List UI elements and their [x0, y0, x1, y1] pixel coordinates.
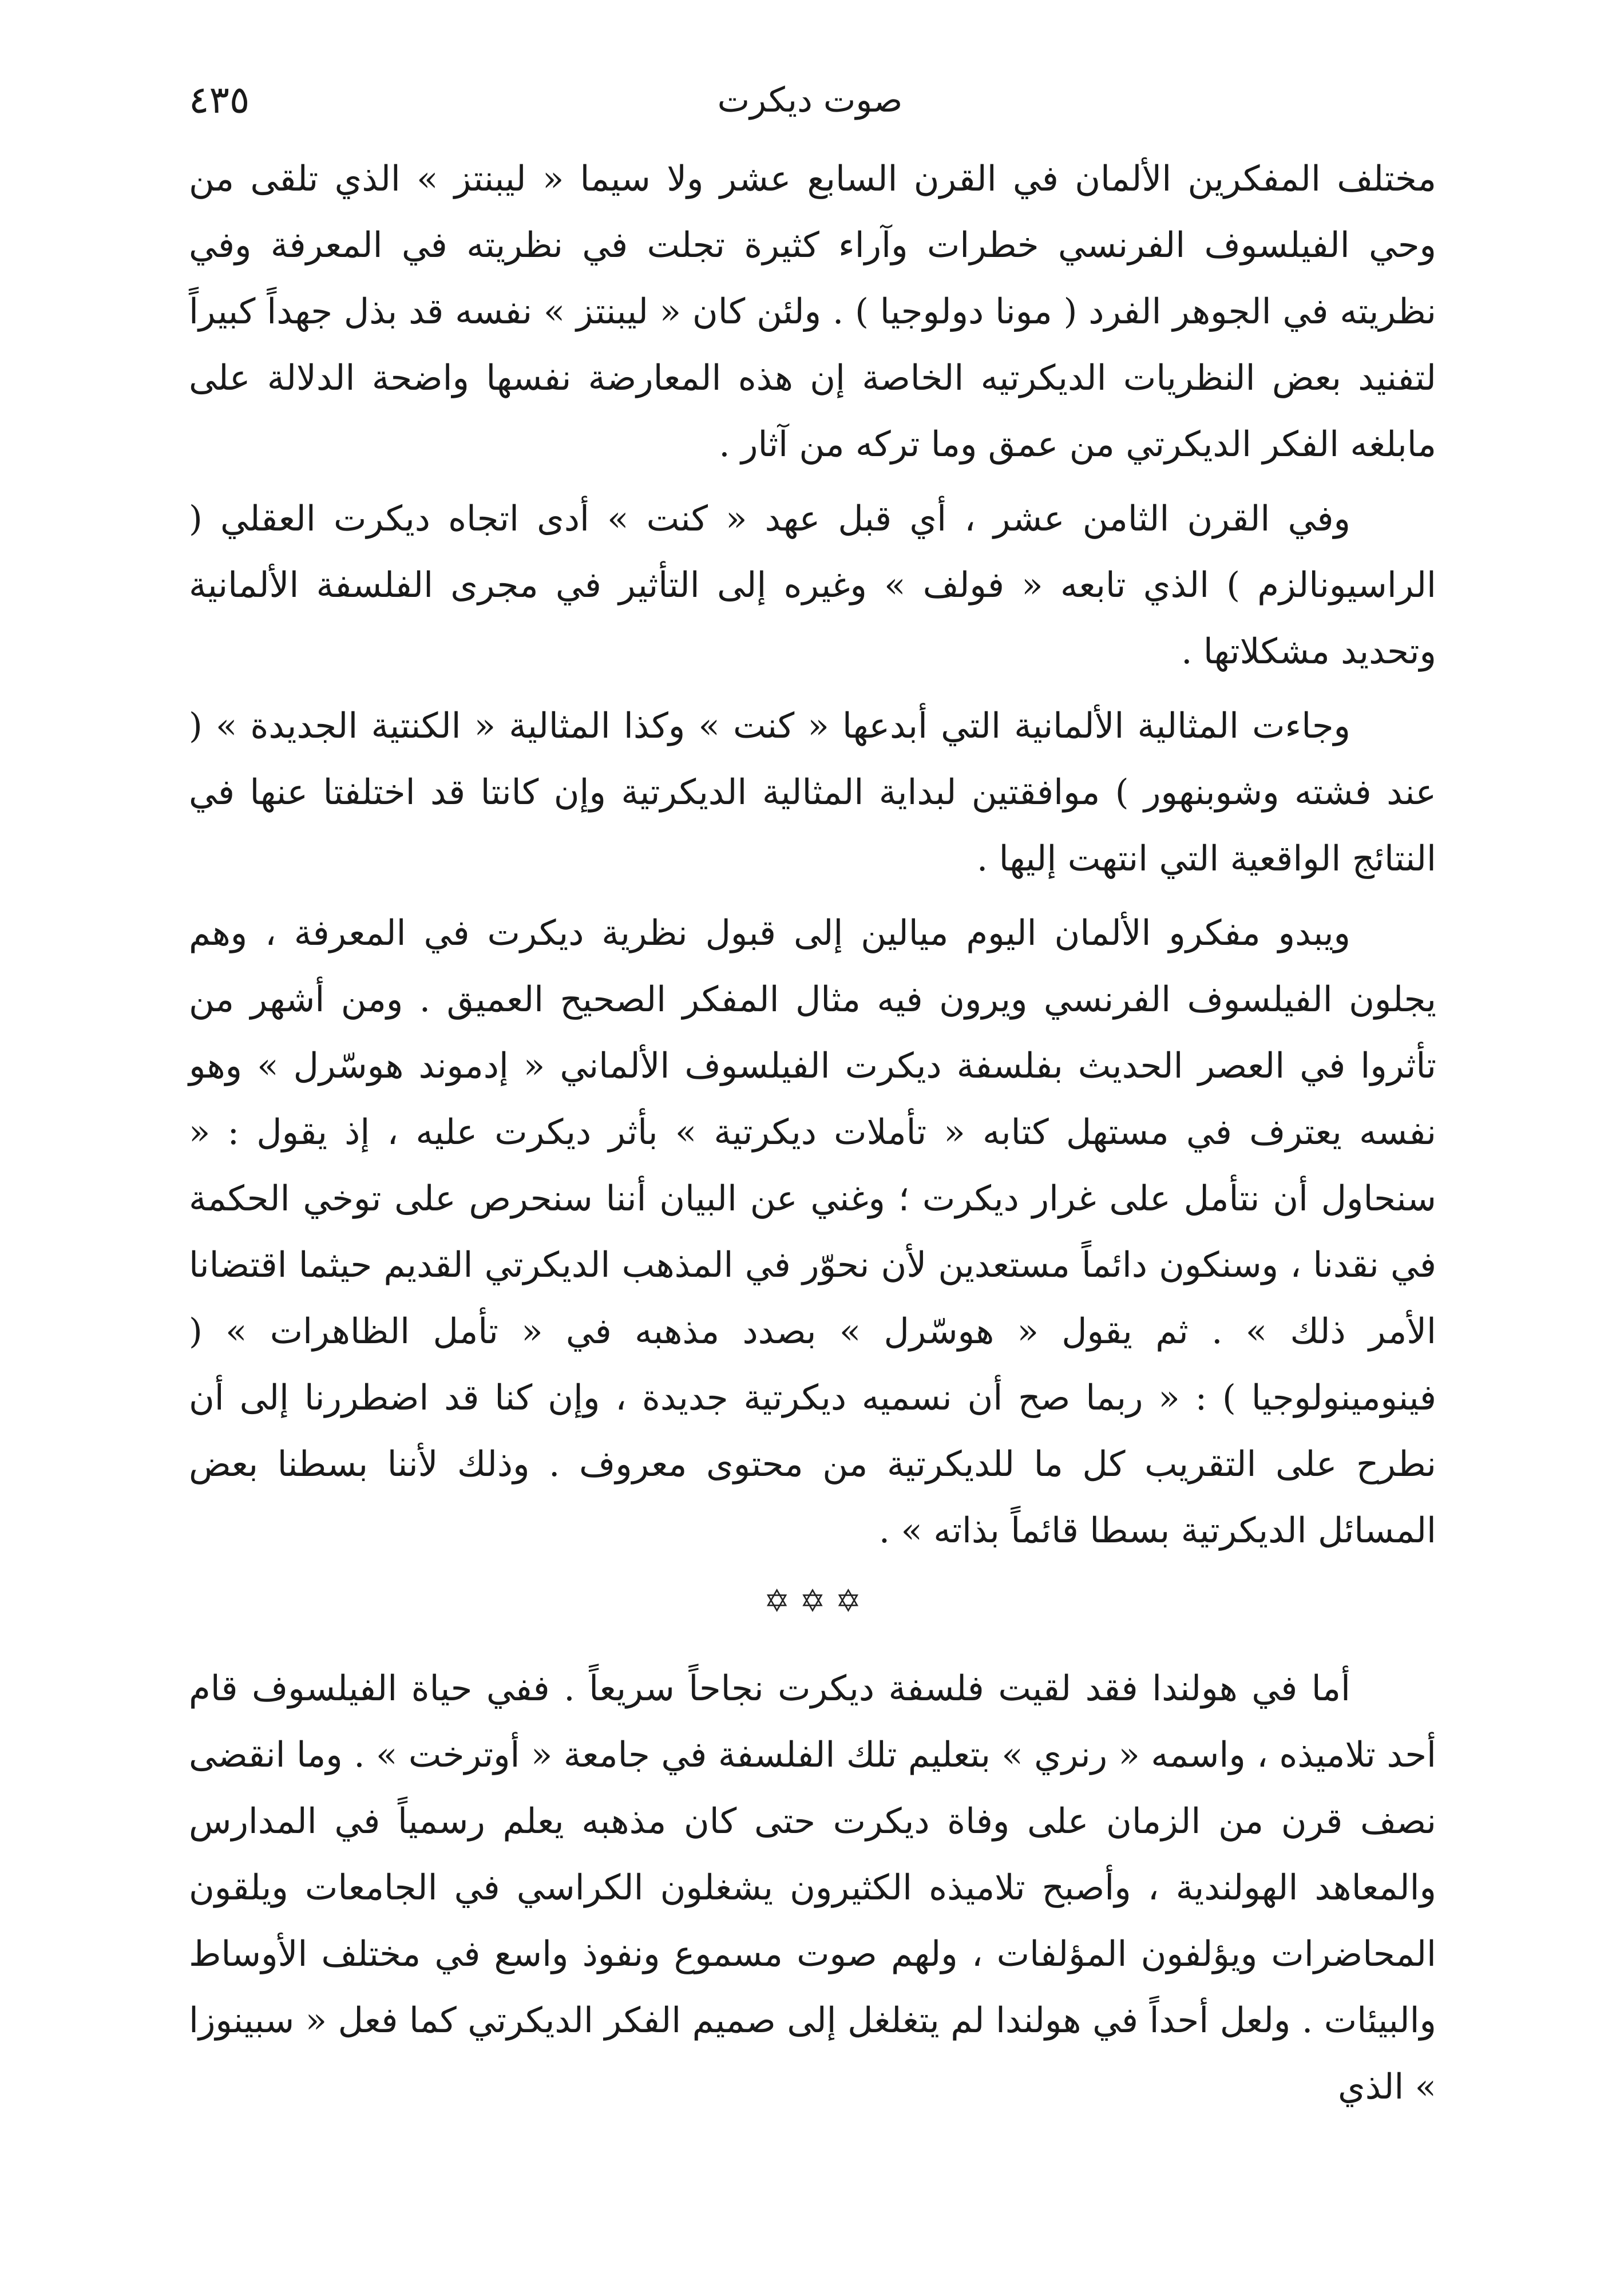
running-head [189, 69, 1431, 132]
paragraph-german-idealism: وجاءت المثالية الألمانية التي أبدعها « كنت » وكذا المثالية « الكنتية الجديدة » ( عند فشته وشوبنهور ) موافقتين لبداية المثالية الديكرتية وإن كانتا قد اختلفتا عنها في النتائج الواقعية التي انتهت إليها . [189, 706, 1436, 879]
paragraph-leibniz: مختلف المفكرين الألمان في القرن السابع عشر ولا سيما « ليبنتز » الذي تلقى من وحي الفيلسوف الفرنسي خطرات وآراء كثيرة تجلت في نظريته في المعرفة وفي نظريته في الجوهر الفرد ( مونا دولوجيا ) . ولئن كان « ليبنتز » نفسه قد بذل جهداً كبيراً لتفنيد بعض النظريات الديكرتيه الخاصة إن هذه المعارضة نفسها واضحة الدلالة على مابلغه الفكر الديكرتي من عمق وما تركه من آثار . [189, 159, 1436, 465]
running-title: صوت ديكرت [717, 80, 903, 120]
section-separator-stars: ✡ ✡ ✡ [763, 1583, 862, 1619]
page-number: ٤٣٥ [189, 78, 250, 122]
body-text [189, 146, 1436, 2120]
paragraph-husserl: ويبدو مفكرو الألمان اليوم ميالين إلى قبول نظرية ديكرت في المعرفة ، وهم يجلون الفيلسوف الفرنسي ويرون فيه مثال المفكر الصحيح العميق . ومن أشهر من تأثروا في العصر الحديث بفلسفة ديكرت الفيلسوف الألماني « إدموند هوسّرل » وهو نفسه يعترف في مستهل كتابه « تأملات ديكرتية » بأثر ديكرت عليه ، إذ يقول : « سنحاول أن نتأمل على غرار ديكرت ؛ وغني عن البيان أننا سنحرص على توخي الحكمة في نقدنا ، وسنكون دائماً مستعدين لأن نحوّر في المذهب الديكرتي القديم حيثما اقتضانا الأمر ذلك » . ثم يقول « هوسّرل » بصدد مذهبه في « تأمل الظاهرات » ( فينومينولوجيا ) : « ربما صح أن نسميه ديكرتية جديدة ، وإن كنا قد اضطررنا إلى أن نطرح على التقريب كل ما للديكرتية من محتوى معروف . وذلك لأننا بسطنا بعض المسائل الديكرتية بسطا قائماً بذاته » . [189, 913, 1436, 1551]
paragraph-holland: أما في هولندا فقد لقيت فلسفة ديكرت نجاحاً سريعاً . ففي حياة الفيلسوف قام أحد تلاميذه ، واسمه « رنري » بتعليم تلك الفلسفة في جامعة « أوترخت » . وما انقضى نصف قرن من الزمان على وفاة ديكرت حتى كان مذهبه يعلم رسمياً في المدارس والمعاهد الهولندية ، وأصبح تلاميذه الكثيرون يشغلون الكراسي في الجامعات ويلقون المحاضرات ويؤلفون المؤلفات ، ولهم صوت مسموع ونفوذ واسع في مختلف الأوساط والبيئات . ولعل أحداً في هولندا لم يتغلغل إلى صميم الفكر الديكرتي كما فعل « سبينوزا » الذي [189, 1668, 1436, 2107]
paragraph-eighteenth-century: وفي القرن الثامن عشر ، أي قبل عهد « كنت » أدى اتجاه ديكرت العقلي ( الراسيونالزم ) الذي تابعه « فولف » وغيره إلى التأثير في مجرى الفلسفة الألمانية وتحديد مشكلاتها . [189, 498, 1436, 672]
